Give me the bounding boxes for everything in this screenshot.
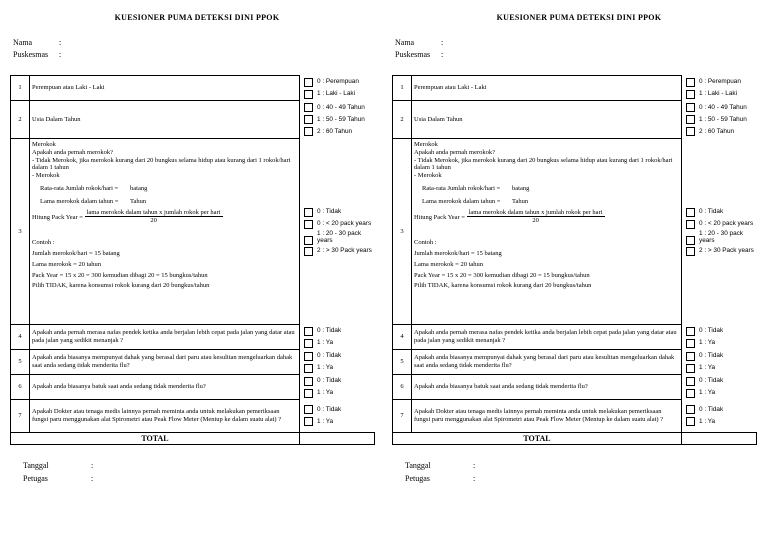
- answer-options: [300, 139, 375, 325]
- answer-options: [682, 400, 757, 433]
- question-text: Apakah anda pernah merasa nafas pendek ketika anda berjalan lebih cepat pada jalan yang datar atau pada jalan yang sedikit menanjak ?: [30, 325, 300, 350]
- question-text: Apakah anda pernah merasa nafas pendek ketika anda berjalan lebih cepat pada jalan yang datar atau pada jalan yang sedikit menanjak ?: [412, 325, 682, 350]
- answer-options: [300, 350, 375, 375]
- checkbox[interactable]: [686, 208, 695, 217]
- question-row-2: [11, 101, 375, 139]
- answer-option[interactable]: 0 : Tidak: [686, 325, 756, 337]
- nama-label: Nama: [395, 38, 415, 47]
- tanggal-label: Tanggal: [23, 461, 49, 470]
- question-row-1: [393, 76, 757, 101]
- petugas-field: Petugas :: [405, 474, 476, 483]
- question-text: Perempuan atau Laki - Laki: [30, 76, 300, 101]
- checkbox[interactable]: [686, 339, 695, 348]
- checkbox[interactable]: [304, 78, 313, 87]
- question-text: Apakah Dokter atau tenaga medis lainnya pernah meminta anda untuk melakukan pemeriksaan fungsi paru menggunakan alat Spirometri atau Peak Flow Meter (Meniup ke dalam suatu alat) ?: [412, 400, 682, 433]
- question-row-7: [393, 400, 757, 433]
- question-row-7: [11, 400, 375, 433]
- row-number: 4: [393, 325, 412, 350]
- row-number: 2: [11, 101, 30, 139]
- puskesmas-field: Puskesmas :: [13, 50, 62, 59]
- question-row-4: [11, 325, 375, 350]
- checkbox[interactable]: [686, 247, 695, 256]
- answer-option[interactable]: 2 : > 30 Pack years: [686, 245, 756, 257]
- answer-options: [300, 325, 375, 350]
- answer-options: [682, 375, 757, 400]
- answer-options: [300, 400, 375, 433]
- checkbox[interactable]: [686, 236, 695, 245]
- answer-option[interactable]: 1 : Laki - Laki: [686, 88, 756, 100]
- question-text: Apakah anda biasanya mempunyai dahak yang berasal dari paru atau kesulitan mengeluarkan dahak saat anda sedang tidak menderita flu?: [30, 350, 300, 375]
- answer-option[interactable]: 0 : 40 - 49 Tahun: [686, 102, 756, 114]
- answer-option[interactable]: 1 : 20 - 30 pack years: [686, 230, 756, 245]
- petugas-label: Petugas: [405, 474, 430, 483]
- question-text: Perempuan atau Laki - Laki: [412, 76, 682, 101]
- row-number: 3: [393, 139, 412, 325]
- answer-option[interactable]: 1 : Ya: [686, 416, 756, 428]
- answer-option[interactable]: 0 : < 20 pack years: [686, 218, 756, 230]
- answer-option[interactable]: 1 : Ya: [304, 387, 374, 399]
- row-number: 3: [11, 139, 30, 325]
- answer-option[interactable]: 1 : Ya: [686, 387, 756, 399]
- checkbox[interactable]: [304, 339, 313, 348]
- form-title: KUESIONER PUMA DETEKSI DINI PPOK: [496, 13, 662, 22]
- pack-year-formula: $\frac{\text{lama merokok dalam tahun x jumlah rokok per hari}}{20}$: [468, 208, 603, 225]
- checkbox[interactable]: [304, 377, 313, 386]
- puskesmas-label: Puskesmas: [13, 50, 49, 59]
- total-label: TOTAL: [11, 433, 300, 445]
- question-row-5: [11, 350, 375, 375]
- checkbox[interactable]: [686, 115, 695, 124]
- checkbox[interactable]: [304, 90, 313, 99]
- answer-option[interactable]: 0 : 40 - 49 Tahun: [304, 102, 374, 114]
- questionnaire-table: [10, 75, 375, 445]
- checkbox[interactable]: [304, 405, 313, 414]
- answer-options: [300, 375, 375, 400]
- checkbox[interactable]: [686, 220, 695, 229]
- total-label: TOTAL: [393, 433, 682, 445]
- questionnaire-form-left: [10, 0, 384, 543]
- total-score-cell[interactable]: [300, 433, 375, 445]
- total-row: [393, 433, 757, 445]
- checkbox[interactable]: [304, 220, 313, 229]
- question-text: Apakah anda biasanya batuk saat anda sedang tidak menderita flu?: [412, 375, 682, 400]
- answer-option[interactable]: 1 : 50 - 59 Tahun: [686, 114, 756, 126]
- answer-option[interactable]: 0 : Tidak: [686, 375, 756, 387]
- answer-option[interactable]: 0 : Perempuan: [686, 76, 756, 88]
- checkbox[interactable]: [686, 90, 695, 99]
- question-row-2: [393, 101, 757, 139]
- row-number: 6: [11, 375, 30, 400]
- question-text: Merokok Apakah anda pernah merokok? - Tidak Merokok, jika merokok kurang dari 20 bungkus selama hidup atau kurang dari 1 rokok/hari dalam 1 tahun - Merokok Rata-rata Jumlah rokok/hari = batang Lama merokok dalam tahun = Tahun Hitung Pack Year = $\frac{\text{lama merokok dalam tahun x jumlah rokok per hari}}{20}$ Contoh : Jumlah merokok/hari = 15 batang Lama merokok = 20 tahun Pack Year = 15 x 20 = 300 kemudian dibagi 20 = 15 bungkus/tahun Pilih TIDAK, karena konsumsi rokok kurang dari 20 bungkus/tahun: [30, 139, 300, 325]
- question-row-3: [11, 139, 375, 325]
- checkbox[interactable]: [304, 389, 313, 398]
- question-text: Usia Dalam Tahun: [30, 101, 300, 139]
- checkbox[interactable]: [686, 364, 695, 373]
- answer-option[interactable]: 0 : < 20 pack years: [304, 218, 374, 230]
- answer-option[interactable]: 0 : Tidak: [304, 325, 374, 337]
- checkbox[interactable]: [304, 352, 313, 361]
- answer-options: [682, 350, 757, 375]
- answer-option[interactable]: 1 : Laki - Laki: [304, 88, 374, 100]
- answer-option[interactable]: 1 : Ya: [304, 416, 374, 428]
- answer-options: [682, 76, 757, 101]
- checkbox[interactable]: [686, 417, 695, 426]
- answer-option[interactable]: 0 : Tidak: [686, 350, 756, 362]
- total-row: [11, 433, 375, 445]
- pack-year-formula: $\frac{\text{lama merokok dalam tahun x jumlah rokok per hari}}{20}$: [86, 208, 221, 225]
- checkbox[interactable]: [686, 405, 695, 414]
- answer-option[interactable]: 1 : Ya: [686, 362, 756, 374]
- checkbox[interactable]: [686, 103, 695, 112]
- checkbox[interactable]: [304, 115, 313, 124]
- question-text: Apakah anda biasanya batuk saat anda sedang tidak menderita flu?: [30, 375, 300, 400]
- questionnaire-table: [392, 75, 757, 445]
- answer-option[interactable]: 0 : Perempuan: [304, 76, 374, 88]
- checkbox[interactable]: [304, 236, 313, 245]
- row-number: 2: [393, 101, 412, 139]
- row-number: 1: [393, 76, 412, 101]
- checkbox[interactable]: [304, 364, 313, 373]
- nama-field: Nama :: [13, 38, 62, 47]
- row-number: 5: [11, 350, 30, 375]
- checkbox[interactable]: [686, 352, 695, 361]
- nama-label: Nama: [13, 38, 33, 47]
- answer-option[interactable]: 0 : Tidak: [304, 206, 374, 218]
- checkbox[interactable]: [686, 377, 695, 386]
- answer-option[interactable]: 1 : 50 - 59 Tahun: [304, 114, 374, 126]
- puskesmas-label: Puskesmas: [395, 50, 431, 59]
- row-number: 4: [11, 325, 30, 350]
- questionnaire-form-right: [392, 0, 766, 543]
- answer-option[interactable]: 0 : Tidak: [304, 375, 374, 387]
- answer-option[interactable]: 2 : 60 Tahun: [686, 126, 756, 138]
- checkbox[interactable]: [686, 127, 695, 136]
- checkbox[interactable]: [304, 208, 313, 217]
- form-title: KUESIONER PUMA DETEKSI DINI PPOK: [114, 13, 280, 22]
- answer-options: [300, 76, 375, 101]
- tanggal-label: Tanggal: [405, 461, 431, 470]
- question-text: Usia Dalam Tahun: [412, 101, 682, 139]
- checkbox[interactable]: [304, 103, 313, 112]
- checkbox[interactable]: [686, 78, 695, 87]
- checkbox[interactable]: [304, 127, 313, 136]
- question-row-3: [393, 139, 757, 325]
- petugas-label: Petugas: [23, 474, 48, 483]
- question-row-6: [393, 375, 757, 400]
- petugas-field: Petugas :: [23, 474, 94, 483]
- answer-option[interactable]: 0 : Tidak: [304, 404, 374, 416]
- answer-option[interactable]: 1 : Ya: [686, 337, 756, 349]
- answer-option[interactable]: 1 : 20 - 30 pack years: [304, 230, 374, 245]
- answer-option[interactable]: 1 : Ya: [304, 337, 374, 349]
- answer-options: [300, 101, 375, 139]
- answer-option[interactable]: 0 : Tidak: [686, 206, 756, 218]
- question-row-6: [11, 375, 375, 400]
- answer-option[interactable]: 1 : Ya: [304, 362, 374, 374]
- answer-options: [682, 139, 757, 325]
- question-text: Merokok Apakah anda pernah merokok? - Tidak Merokok, jika merokok kurang dari 20 bungkus selama hidup atau kurang dari 1 rokok/hari dalam 1 tahun - Merokok Rata-rata Jumlah rokok/hari = batang Lama merokok dalam tahun = Tahun Hitung Pack Year = $\frac{\text{lama merokok dalam tahun x jumlah rokok per hari}}{20}$ Contoh : Jumlah merokok/hari = 15 batang Lama merokok = 20 tahun Pack Year = 15 x 20 = 300 kemudian dibagi 20 = 15 bungkus/tahun Pilih TIDAK, karena konsumsi rokok kurang dari 20 bungkus/tahun: [412, 139, 682, 325]
- checkbox[interactable]: [686, 389, 695, 398]
- checkbox[interactable]: [304, 327, 313, 336]
- answer-option[interactable]: 2 : > 30 Pack years: [304, 245, 374, 257]
- answer-option[interactable]: 0 : Tidak: [686, 404, 756, 416]
- question-row-5: [393, 350, 757, 375]
- answer-options: [682, 325, 757, 350]
- puskesmas-field: Puskesmas :: [395, 50, 444, 59]
- tanggal-field: Tanggal :: [23, 461, 94, 470]
- checkbox[interactable]: [304, 417, 313, 426]
- question-row-1: [11, 76, 375, 101]
- row-number: 7: [11, 400, 30, 433]
- tanggal-field: Tanggal :: [405, 461, 476, 470]
- checkbox[interactable]: [686, 327, 695, 336]
- row-number: 5: [393, 350, 412, 375]
- answer-options: [682, 101, 757, 139]
- checkbox[interactable]: [304, 247, 313, 256]
- row-number: 7: [393, 400, 412, 433]
- total-score-cell[interactable]: [682, 433, 757, 445]
- nama-field: Nama :: [395, 38, 444, 47]
- answer-option[interactable]: 0 : Tidak: [304, 350, 374, 362]
- question-text: Apakah anda biasanya mempunyai dahak yang berasal dari paru atau kesulitan mengeluarkan dahak saat anda sedang tidak menderita flu?: [412, 350, 682, 375]
- question-row-4: [393, 325, 757, 350]
- question-text: Apakah Dokter atau tenaga medis lainnya pernah meminta anda untuk melakukan pemeriksaan fungsi paru menggunakan alat Spirometri atau Peak Flow Meter (Meniup ke dalam suatu alat) ?: [30, 400, 300, 433]
- answer-option[interactable]: 2 : 60 Tahun: [304, 126, 374, 138]
- row-number: 1: [11, 76, 30, 101]
- row-number: 6: [393, 375, 412, 400]
